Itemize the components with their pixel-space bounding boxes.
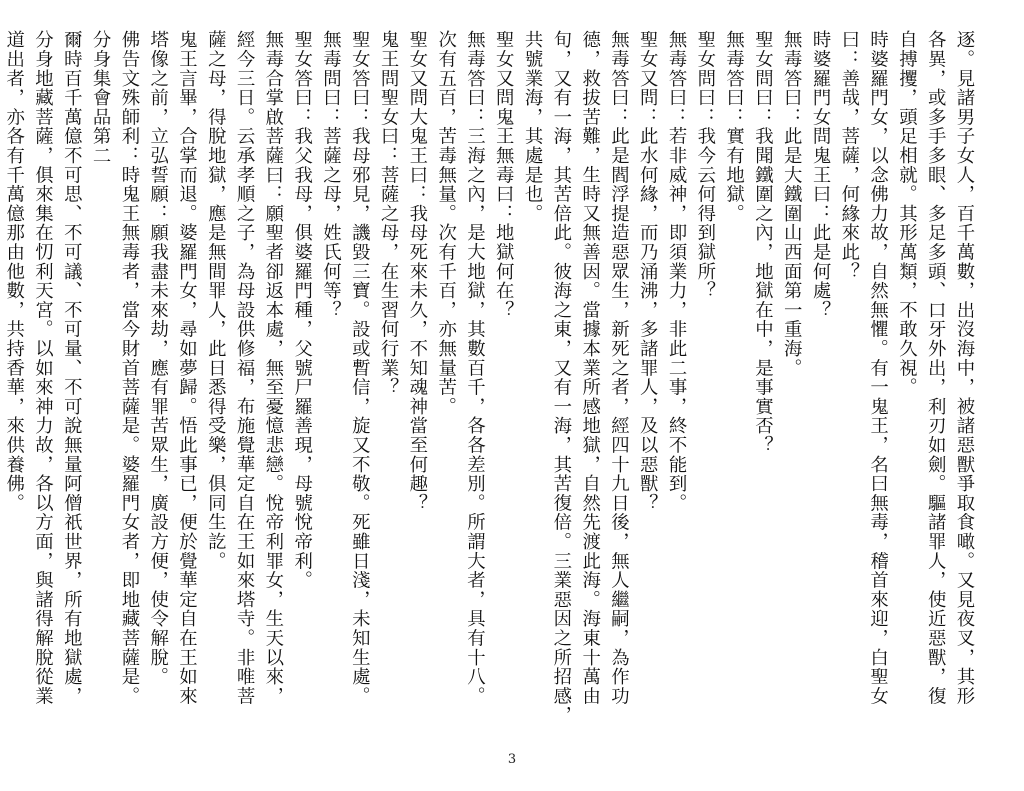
text-column: 分身地藏菩薩，俱來集在忉利天宮。以如來神力故，各以方面，與諸得解脫從業 — [32, 30, 54, 706]
text-column: 聖女又問：此水何緣，而乃涌沸，多諸罪人，及以惡獸？ — [637, 30, 659, 513]
text-column: 聖女又問大鬼王曰：我母死來未久，不知魂神當至何趣？ — [406, 30, 428, 513]
text-column: 無毒答曰：實有地獄。 — [723, 30, 745, 223]
text-column: 各異，或多手多眼、多足多頭、口牙外出，利刃如劍。驅諸罪人，使近惡獸，復 — [925, 30, 947, 706]
page-number: 3 — [507, 752, 517, 767]
vertical-text-body — [3, 30, 978, 750]
chapter-heading: 分身集會品第二 — [90, 30, 112, 166]
text-column: 無毒問曰：菩薩之母，姓氏何等？ — [320, 30, 342, 320]
text-column: 薩之母，得脫地獄，應是無間罪人，此日悉得受樂，俱同生訖。 — [205, 30, 227, 571]
text-column: 佛告文殊師利：時鬼王無毒者，當今財首菩薩是。婆羅門女者，即地藏菩薩是。 — [118, 30, 140, 706]
text-column: 逐。見諸男子女人，百千萬數，出沒海中，被諸惡獸爭取食噉。又見夜叉，其形 — [954, 30, 975, 706]
text-column: 時婆羅門女，以念佛力故，自然無懼。有一鬼王，名曰無毒，稽首來迎，白聖女 — [867, 30, 889, 706]
text-column: 聖女又問鬼王無毒曰：地獄何在？ — [493, 30, 515, 320]
text-column: 爾時百千萬億不可思、不可議、不可量、不可說無量阿僧祇世界，所有地獄處， — [61, 30, 83, 706]
text-column: 無毒答曰：三海之內，是大地獄，其數百千，各各差別。所謂大者，具有十八。 — [464, 30, 486, 706]
text-column: 無毒答曰：此是閻浮提造惡眾生，新死之者，經四十九日後，無人繼嗣，為作功 — [608, 30, 630, 706]
text-column: 共號業海，其處是也。 — [522, 30, 544, 223]
text-column: 旬，又有一海，其苦倍此。彼海之東，又有一海，其苦復倍。三業惡因之所招感， — [550, 30, 572, 725]
text-column: 無毒合掌啟菩薩曰：願聖者卻返本處，無至憂憶悲戀。悅帝利罪女，生天以來， — [262, 30, 284, 706]
text-column: 無毒答曰：若非威神，即須業力，非此二事，終不能到。 — [666, 30, 688, 513]
text-column: 道出者，亦各有千萬億那由他數，共持香華，來供養佛。 — [3, 30, 25, 513]
text-column: 次有五百，苦毒無量。次有千百，亦無量苦。 — [435, 30, 457, 416]
text-column: 鬼王問聖女曰：菩薩之母，在生習何行業？ — [378, 30, 400, 397]
text-column: 聖女答曰：我母邪見，譏毀三寶。設或暫信，旋又不敬。死雖日淺，未知生處。 — [349, 30, 371, 706]
text-column: 曰：善哉，菩薩，何緣來此？ — [838, 30, 860, 281]
text-column: 時婆羅門女問鬼王曰：此是何處？ — [810, 30, 832, 320]
text-column: 塔像之前，立弘誓願：願我盡未來劫，應有罪苦眾生，廣設方便，使令解脫。 — [147, 30, 169, 687]
text-column: 鬼王言畢，合掌而退。婆羅門女，尋如夢歸。悟此事已，便於覺華定自在王如來 — [176, 30, 198, 706]
text-column: 經今三日。云承孝順之子，為母設供修福，布施覺華定自在王如來塔寺。非唯菩 — [234, 30, 256, 706]
text-column: 無毒答曰：此是大鐵圍山西面第一重海。 — [781, 30, 803, 378]
text-column: 聖女答曰：我父我母，俱婆羅門種，父號尸羅善現，母號悅帝利。 — [291, 30, 313, 590]
text-column: 聖女問曰：我今云何得到獄所？ — [694, 30, 716, 301]
text-column: 德，救拔苦難，生時又無善因。當據本業所感地獄，自然先渡此海。海東十萬由 — [579, 30, 601, 706]
text-column: 聖女問曰：我聞鐵圍之內，地獄在中，是事實否？ — [752, 30, 774, 455]
text-column: 自搏攫，頭足相就。其形萬類，不敢久視。 — [896, 30, 918, 397]
